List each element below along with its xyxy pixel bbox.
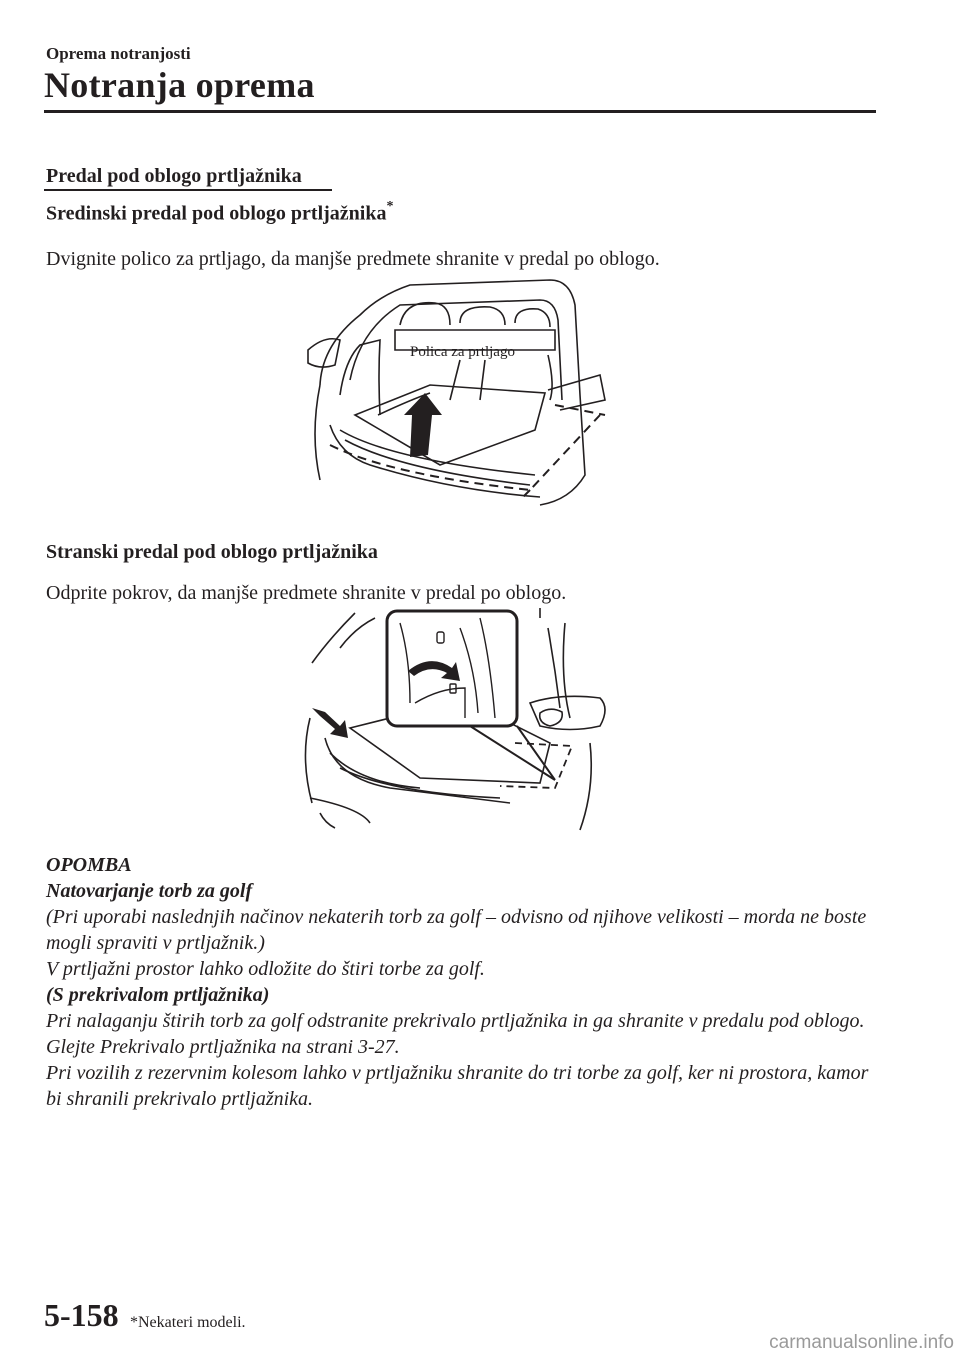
- section-label: Oprema notranjosti: [46, 44, 191, 63]
- note-paragraph: V prtljažni prostor lahko odložite do štiri torbe za golf.: [46, 958, 485, 980]
- footnote: *Nekateri modeli.: [130, 1314, 246, 1331]
- page-number: 5-158: [44, 1297, 119, 1333]
- center-storage-text: Dvignite polico za prtljago, da manjše predmete shranite v predal po oblogo.: [46, 248, 660, 270]
- note-subheading-cover: (S prekrivalom prtljažnika): [46, 984, 270, 1006]
- note-paragraph: Pri vozilih z rezervnim kolesom lahko v prtljažniku shranite do tri torbe za golf, ker ni prostora, kamor bi shranili prekrivalo prtljažnika.: [46, 1062, 869, 1110]
- optional-asterisk: *: [386, 199, 394, 214]
- note-heading: OPOMBA: [46, 854, 132, 876]
- center-storage-heading: Sredinski predal pod oblogo prtljažnika*: [46, 199, 394, 225]
- title-divider: [44, 110, 876, 113]
- section-underline: [44, 189, 332, 191]
- watermark: carmanualsonline.info: [769, 1332, 954, 1353]
- side-storage-text: Odprite pokrov, da manjše predmete shranite v predal po oblogo.: [46, 582, 567, 604]
- shelf-label: Polica za prtljago: [410, 344, 515, 360]
- note-paragraph: (Pri uporabi naslednjih načinov nekaterih torb za golf – odvisno od njihove velikosti – morda ne boste mogli spraviti v prtljažnik.): [46, 906, 867, 954]
- luggage-shelf-illustration: [300, 275, 620, 510]
- note-paragraph: Pri nalaganju štirih torb za golf odstranite prekrivalo prtljažnika in ga shranite v predalu pod oblogo.: [46, 1010, 865, 1032]
- page-title: Notranja oprema: [44, 65, 315, 105]
- section-heading: Predal pod oblogo prtljažnika: [46, 165, 302, 187]
- side-storage-illustration: [300, 608, 620, 836]
- note-subheading: Natovarjanje torb za golf: [46, 880, 253, 902]
- note-block: [46, 852, 886, 1112]
- side-storage-heading: Stranski predal pod oblogo prtljažnika: [46, 541, 378, 563]
- note-paragraph: Glejte Prekrivalo prtljažnika na strani 3-27.: [46, 1036, 400, 1058]
